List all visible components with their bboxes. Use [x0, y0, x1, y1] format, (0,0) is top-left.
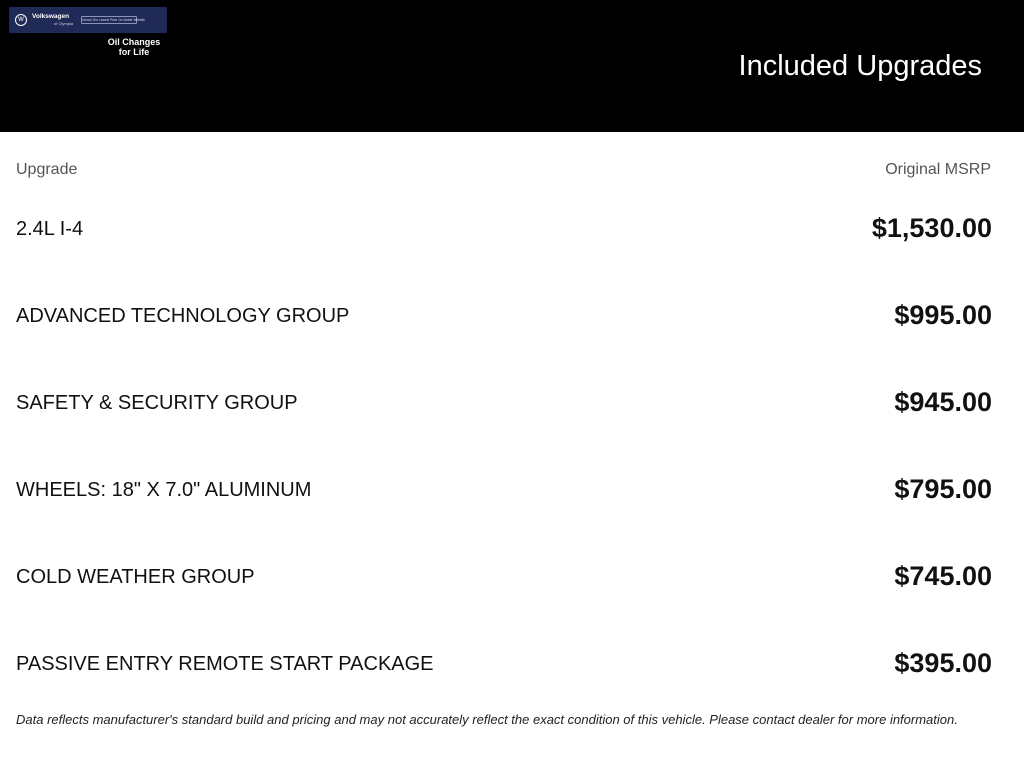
upgrade-row	[16, 376, 992, 463]
upgrade-price: $945.00	[894, 387, 992, 417]
upgrade-name: COLD WEATHER GROUP	[16, 566, 255, 588]
upgrade-price: $745.00	[894, 561, 992, 591]
vw-logo-icon: W	[15, 14, 27, 26]
upgrade-name: PASSIVE ENTRY REMOTE START PACKAGE	[16, 653, 434, 675]
upgrade-row	[16, 289, 992, 376]
upgrade-price: $395.00	[894, 648, 992, 678]
upgrade-price: $795.00	[894, 474, 992, 504]
upgrade-row	[16, 202, 992, 289]
brand-name: Volkswagen	[32, 13, 70, 21]
upgrade-row	[16, 463, 992, 550]
upgrade-row	[16, 637, 992, 724]
disclaimer-text: Data reflects manufacturer's standard build and pricing and may not accurately reflect the exact condition of this vehicle. Please contact dealer for more information.	[16, 712, 958, 727]
column-header-upgrade: Upgrade	[16, 161, 78, 178]
brand-wrap	[32, 14, 73, 26]
header	[0, 0, 1024, 132]
upgrade-price: $1,530.00	[871, 213, 992, 243]
dealer-name: of Olympia	[54, 20, 74, 26]
upgrade-name: WHEELS: 18" X 7.0" ALUMINUM	[16, 479, 312, 501]
oil-changes-tagline: Oil Changes for Life	[107, 37, 161, 57]
upgrade-name: 2.4L I-4	[16, 218, 84, 240]
upgrade-price: $995.00	[894, 300, 992, 330]
upgrades-list	[16, 202, 992, 724]
upgrade-row	[16, 550, 992, 637]
page-title: Included Upgrades	[738, 50, 982, 82]
upgrade-name: ADVANCED TECHNOLOGY GROUP	[16, 305, 350, 327]
dealer-logo-banner[interactable]	[9, 7, 167, 33]
column-header-msrp: Original MSRP	[885, 161, 991, 178]
unlock-price-button[interactable]: Unlock Our Lowest Price On Dealer Website	[82, 18, 145, 22]
upgrade-name: SAFETY & SECURITY GROUP	[16, 392, 298, 414]
